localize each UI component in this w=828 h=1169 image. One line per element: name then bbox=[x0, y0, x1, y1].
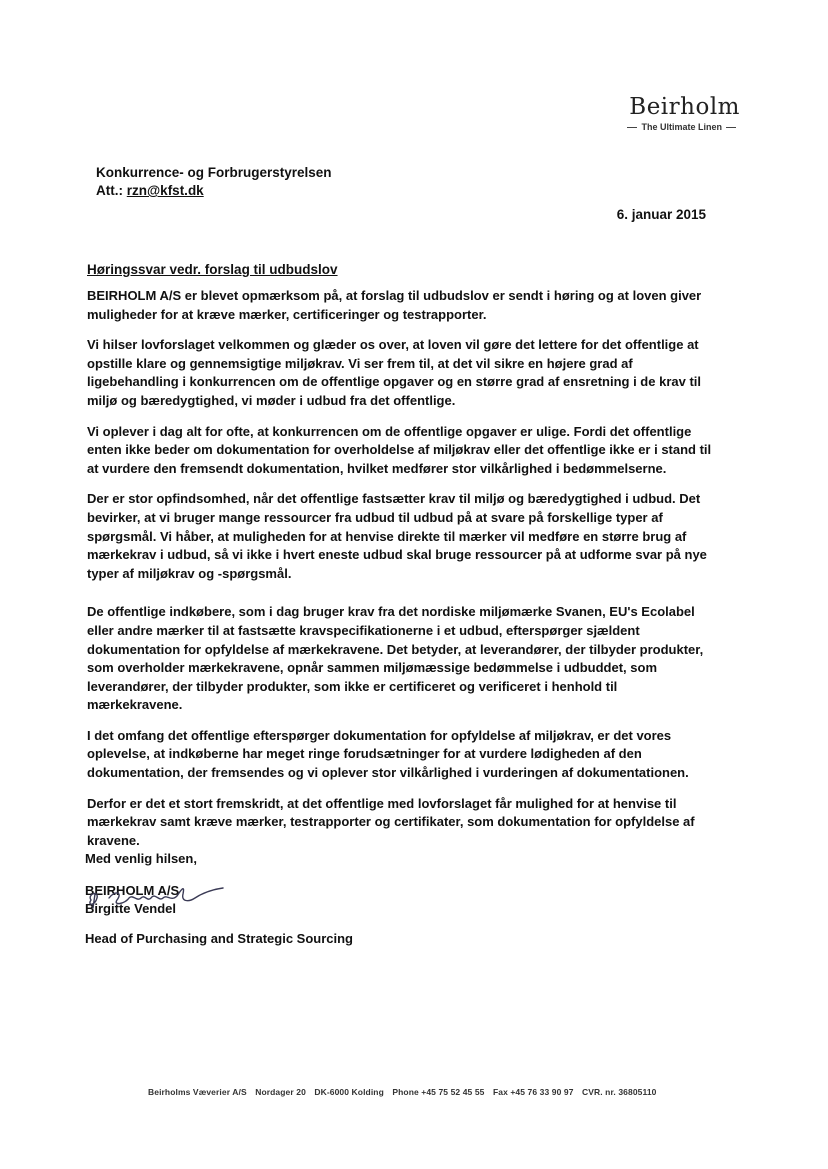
logo-name: Beirholm bbox=[629, 94, 740, 120]
att-email-link[interactable]: rzn@kfst.dk bbox=[126, 183, 204, 198]
closing-greeting: Med venlig hilsen, bbox=[85, 851, 197, 866]
paragraph-4: Der er stor opfindsomhed, når det offentlige fastsætter krav til miljø og bæredygtighed i udbud. Det bevirker, at vi bruger mange ressourcer fra udbud til udbud på at svare på forskellige typer af spørgsmål. Vi håber, at muligheden for at henvise direkte til mærker vil medføre en større brug af mærkekrav i udbud, så vi ikke i hvert eneste udbud skal bruge ressourcer på at udforme svar på nye typer af miljøkrav og -spørgsmål. bbox=[87, 491, 707, 581]
footer-company: Beirholms Væverier A/S bbox=[148, 1087, 247, 1097]
closing-block bbox=[85, 850, 353, 948]
company-logo bbox=[623, 94, 740, 132]
footer-address: Nordager 20 bbox=[255, 1087, 306, 1097]
paragraph-2: Vi hilser lovforslaget velkommen og glæder os over, at loven vil gøre det lettere for det offentlige at opstille klare og gennemsigtige miljøkrav. Vi ser frem til, at det vil sikre en højere grad af ligebehandling i konkurrencen om de offentlige opgaver og en større grad af ensretning i de krav til miljø og bæredygtighed, vi møder i udbud fra det offentlige. bbox=[87, 337, 702, 408]
footer-fax: Fax +45 76 33 90 97 bbox=[492, 1087, 574, 1097]
signer-title: Head of Purchasing and Strategic Sourcing bbox=[85, 931, 353, 946]
paragraph-6: I det omfang det offentlige efterspørger dokumentation for opfyldelse af miljøkrav, er det vores oplevelse, at indkøberne har meget ringe forudsætninger for at vurdere lødigheden af den dokumentation, der fremsendes og vi oplever stor vilkårlighed i vurderingen af dokumentationen. bbox=[87, 727, 689, 781]
footer-phone: Phone +45 75 52 45 55 bbox=[392, 1087, 485, 1097]
att-label: Att.: bbox=[96, 183, 123, 198]
closing-company: BEIRHOLM A/S bbox=[85, 883, 180, 898]
logo-tagline-text: The Ultimate Linen bbox=[641, 122, 722, 132]
recipient-att bbox=[96, 182, 332, 200]
tagline-dash-right bbox=[726, 127, 736, 128]
paragraph-7: Derfor er det et stort fremskridt, at det offentlige med lovforslaget får mulighed for at henvise til mærkekrav samt kræve mærker, testrapporter og certifikater, som dokumentation for opfyldelse af kravene. bbox=[87, 795, 695, 848]
paragraph-3: Vi oplever i dag alt for ofte, at konkurrencen om de offentlige opgaver er ulige. Fordi det offentlige enten ikke beder om dokumentation for overholdelse af miljøkrav eller det offentlige ikke er i stand til at vurdere den fremsendt dokumentation, hvilket medfører stor vilkårlighed i bedømmelserne. bbox=[87, 423, 712, 476]
paragraph-5: De offentlige indkøbere, som i dag bruger krav fra det nordiske miljømærke Svanen, EU's Ecolabel eller andre mærker til at fastsætte kravspecifikationerne i et udbud, efterspørger sjældent dokumentation for opfyldelse af mærkekravene. Det betyder, at leverandører, der tilbyder produkter, som overholder mærkekravene, opnår sammen miljømæssige bedømmelse i udbuddet, som leverandører, der tilbyder produkter, som ikke er certificeret og verificeret i henhold til mærkekravene. bbox=[87, 604, 704, 713]
paragraph-1: BEIRHOLM A/S er blevet opmærksom på, at forslag til udbudslov er sendt i høring og at loven giver muligheder for at kræve mærker, certificeringer og testrapporter. bbox=[87, 288, 702, 322]
footer-cvr: CVR. nr. 36805110 bbox=[582, 1087, 657, 1097]
recipient-block bbox=[96, 164, 332, 200]
signer-name: Birgitte Vendel bbox=[85, 901, 177, 916]
footer-city: DK-6000 Kolding bbox=[314, 1087, 384, 1097]
letter-subject: Høringssvar vedr. forslag til udbudslov bbox=[87, 262, 338, 277]
tagline-dash-left bbox=[627, 127, 637, 128]
recipient-name: Konkurrence- og Forbrugerstyrelsen bbox=[96, 165, 332, 180]
letter-body bbox=[87, 262, 712, 862]
letter-footer bbox=[148, 1087, 663, 1097]
logo-tagline bbox=[623, 122, 740, 132]
letter-date: 6. januar 2015 bbox=[616, 207, 706, 222]
